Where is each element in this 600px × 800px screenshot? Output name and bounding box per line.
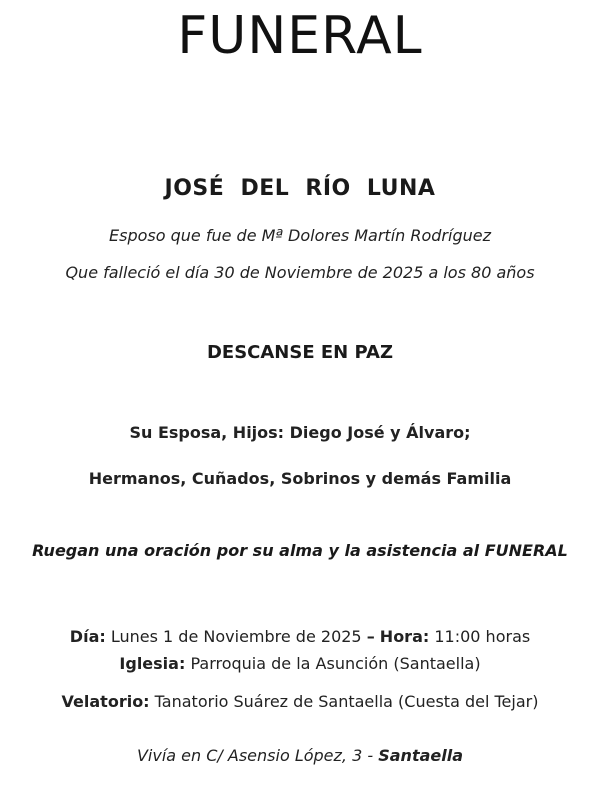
time-value: 11:00 horas — [434, 627, 531, 646]
day-label: Día: — [69, 627, 106, 646]
address-line — [0, 746, 600, 765]
family-line-1: Su Esposa, Hijos: Diego José y Álvaro; — [129, 423, 471, 442]
wake-line — [0, 692, 600, 711]
deceased-name: JOSÉ DEL RÍO LUNA — [164, 176, 436, 201]
time-label: Hora: — [379, 627, 430, 646]
service-day-time — [0, 627, 600, 646]
prayer-request: Ruegan una oración por su alma y la asistencia al FUNERAL — [32, 541, 568, 560]
death-line: Que falleció el día 30 de Noviembre de 2025 a los 80 años — [65, 263, 535, 282]
spouse-line: Esposo que fue de Mª Dolores Martín Rodríguez — [109, 226, 491, 245]
church-label: Iglesia: — [119, 654, 186, 673]
rest-in-peace: DESCANSE EN PAZ — [206, 342, 394, 363]
notice-title: FUNERAL — [177, 6, 423, 66]
address-text: Vivía en C/ Asensio López, 3 - — [136, 746, 374, 765]
separator: – — [366, 627, 375, 646]
family-line-2: Hermanos, Cuñados, Sobrinos y demás Familia — [88, 469, 512, 488]
day-value: Lunes 1 de Noviembre de 2025 — [110, 627, 362, 646]
church-value: Parroquia de la Asunción (Santaella) — [190, 654, 481, 673]
wake-label: Velatorio: — [61, 692, 150, 711]
address-town: Santaella — [378, 746, 464, 765]
wake-value: Tanatorio Suárez de Santaella (Cuesta del Tejar) — [154, 692, 539, 711]
church-line — [0, 654, 600, 673]
